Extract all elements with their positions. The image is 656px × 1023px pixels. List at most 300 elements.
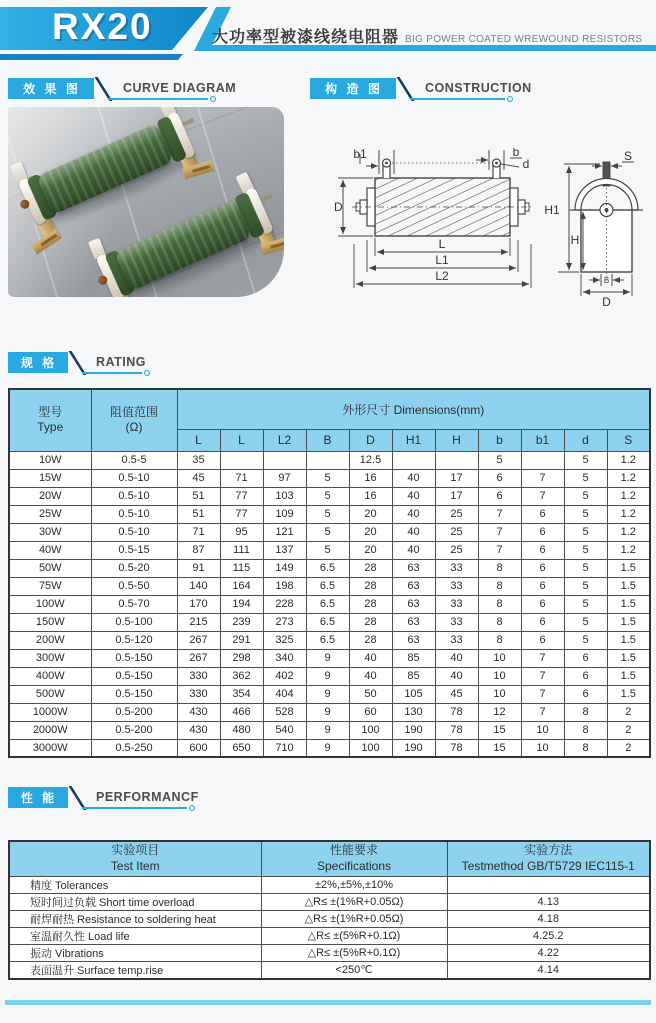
construction-diagram [330,148,652,308]
rating-cell: 9 [306,649,349,667]
table-row [9,613,650,631]
rating-cell: 0.5-150 [91,649,177,667]
rating-cell: 115 [220,559,263,577]
section-tab-construction [310,78,610,100]
rating-cell: 5 [564,469,607,487]
rating-cell: 60 [349,703,392,721]
rating-cell: 0.5-250 [91,739,177,757]
rating-cell: 10 [478,649,521,667]
rating-cell: 63 [392,577,435,595]
col-header-type-cn: 型号 [38,405,63,420]
performance-cell: ±2%,±5%,±10% [261,876,447,893]
rating-cell: 8 [478,613,521,631]
rating-cell: 51 [177,487,220,505]
dim-label-H: H [570,233,580,247]
rating-cell: 6 [521,559,564,577]
section-tab-performance [8,787,288,809]
rating-cell: 540 [263,721,306,739]
rating-cell: 1.5 [607,649,650,667]
rating-cell: 45 [435,685,478,703]
rating-cell: 10 [521,721,564,739]
rating-cell: 15 [478,739,521,757]
table-row [9,893,650,910]
title-english: BIG POWER COATED WREWOUND RESISTORS [405,34,643,45]
rating-cell: 20 [349,523,392,541]
rating-cell: 340 [263,649,306,667]
rating-cell: 7 [478,505,521,523]
performance-cell: △R≤ ±(5%R+0.1Ω) [261,927,447,944]
rating-cell: 190 [392,721,435,739]
rating-cell: 8 [478,631,521,649]
rating-cell: 200W [9,631,91,649]
perf-header-en: Specifications [316,858,392,873]
table-row [9,595,650,613]
table-row [9,944,650,961]
tab-label-en: RATING [96,355,146,369]
performance-cell: 振动 Vibrations [9,944,261,961]
rating-cell [435,451,478,469]
table-row [9,541,650,559]
perf-header-cn: 性能要求 [329,843,378,858]
rating-cell: 6.5 [306,595,349,613]
rating-cell: 6.5 [306,577,349,595]
table-row [9,739,650,757]
table-row [9,577,650,595]
rating-cell: 400W [9,667,91,685]
rating-cell: 1.2 [607,541,650,559]
performance-cell [447,876,650,893]
tab-underline [82,372,142,374]
rating-cell: 170 [177,595,220,613]
rating-cell: 5 [564,541,607,559]
rating-cell: 6 [521,631,564,649]
rating-cell: 33 [435,631,478,649]
rating-cell: 5 [564,523,607,541]
col-header-type-en: Type [37,420,64,435]
tab-label-cn: 规 格 [8,352,68,373]
rating-cell: 5 [306,487,349,505]
rating-cell: 194 [220,595,263,613]
rating-cell: 28 [349,631,392,649]
rating-cell: 6 [478,487,521,505]
rating-cell: 0.5-200 [91,721,177,739]
rating-cell: 30W [9,523,91,541]
rating-cell: 239 [220,613,263,631]
rating-cell: 300W [9,649,91,667]
dim-label-L2: L2 [435,269,449,283]
rating-cell: 137 [263,541,306,559]
page-title [212,24,652,47]
rating-cell: 63 [392,595,435,613]
rating-cell: 7 [521,487,564,505]
perf-header-test-item [9,841,261,876]
perf-header-cn: 实验方法 [524,843,573,858]
performance-cell: △R≤ ±(1%R+0.05Ω) [261,910,447,927]
rating-cell: 0.5-10 [91,505,177,523]
rating-cell: 528 [263,703,306,721]
rating-cell: 362 [220,667,263,685]
rating-cell: 0.5-10 [91,523,177,541]
col-header-range [91,389,177,451]
rating-cell: 480 [220,721,263,739]
tab-underline [82,807,187,809]
table-row [9,559,650,577]
perf-header-specifications [261,841,447,876]
section-tab-rating [8,352,268,374]
table-row [9,649,650,667]
dim-col-header: D [349,429,392,451]
rating-cell: 6 [521,523,564,541]
rating-cell: 33 [435,595,478,613]
col-header-type [9,389,91,451]
rating-cell: 5 [564,505,607,523]
rating-cell [306,451,349,469]
footer-accent-bar [5,1000,651,1005]
col-header-range-unit: (Ω) [125,420,143,435]
rating-cell: 1.2 [607,487,650,505]
col-header-range-cn: 阻值范围 [109,405,158,420]
performance-cell: 4.14 [447,961,650,979]
rating-cell: 8 [478,595,521,613]
rating-table [8,388,651,758]
dim-col-header: b [478,429,521,451]
tab-underline [410,98,505,100]
rating-cell: 6 [521,505,564,523]
performance-cell: 4.25.2 [447,927,650,944]
rating-cell: 330 [177,685,220,703]
rating-cell: 6 [478,469,521,487]
rating-cell: 1.5 [607,631,650,649]
rating-cell: 0.5-200 [91,703,177,721]
performance-cell: 耐焊耐热 Resistance to soldering heat [9,910,261,927]
tab-label-cn: 性 能 [8,787,68,808]
rating-cell: 1.2 [607,451,650,469]
rating-cell: 12.5 [349,451,392,469]
rating-cell: 0.5-15 [91,541,177,559]
rating-cell: 50W [9,559,91,577]
rating-cell: 8 [564,703,607,721]
dim-col-header: d [564,429,607,451]
rating-cell: 91 [177,559,220,577]
dim-label-B: B [603,276,610,285]
rating-cell: 0.5-10 [91,469,177,487]
rating-cell: 267 [177,649,220,667]
dim-col-header: L2 [263,429,306,451]
rating-cell: 25W [9,505,91,523]
dim-col-header: B [306,429,349,451]
dim-label-H1: H1 [544,203,560,217]
rating-cell: 1.2 [607,505,650,523]
dim-col-header: H1 [392,429,435,451]
rating-cell: 164 [220,577,263,595]
rating-cell: 0.5-5 [91,451,177,469]
rating-cell: 40 [392,487,435,505]
rating-cell: 77 [220,505,263,523]
rating-cell: 0.5-120 [91,631,177,649]
rating-cell: 228 [263,595,306,613]
rating-cell: 51 [177,505,220,523]
rating-cell: 140 [177,577,220,595]
rating-cell: 97 [263,469,306,487]
rating-cell: 40 [435,667,478,685]
product-photo [8,107,284,297]
rating-cell: 325 [263,631,306,649]
rating-cell: 1.5 [607,595,650,613]
rating-cell: 71 [177,523,220,541]
rating-cell: 1.5 [607,613,650,631]
rating-cell: 7 [521,685,564,703]
dim-col-header: H [435,429,478,451]
tab-label-cn: 构 造 图 [310,78,396,99]
rating-cell: 33 [435,577,478,595]
rating-cell: 40 [392,505,435,523]
rating-cell: 10 [478,667,521,685]
performance-cell: △R≤ ±(1%R+0.05Ω) [261,893,447,910]
rating-cell: 7 [478,523,521,541]
rating-cell: 5 [306,505,349,523]
rating-cell: 402 [263,667,306,685]
rating-cell: 650 [220,739,263,757]
dim-col-header: L [177,429,220,451]
rating-cell: 35 [177,451,220,469]
rating-cell: 100W [9,595,91,613]
rating-cell [220,451,263,469]
rating-cell: 0.5-100 [91,613,177,631]
rating-cell: 40 [392,541,435,559]
rating-cell: 273 [263,613,306,631]
rating-cell: 111 [220,541,263,559]
rating-cell: 430 [177,703,220,721]
rating-cell: 5 [564,487,607,505]
rating-cell: 28 [349,577,392,595]
rating-cell: 1.2 [607,523,650,541]
performance-cell: 室温耐久性 Load life [9,927,261,944]
rating-cell: 40 [435,649,478,667]
rating-cell: 2 [607,721,650,739]
rating-cell: 15 [478,721,521,739]
rating-cell: 9 [306,685,349,703]
rating-cell: 8 [478,559,521,577]
rating-cell: 0.5-50 [91,577,177,595]
rating-cell: 2 [607,703,650,721]
product-model-title: RX20 [52,6,153,47]
table-row [9,910,650,927]
rating-cell: 9 [306,739,349,757]
rating-cell: 6.5 [306,613,349,631]
rating-cell: 1.5 [607,667,650,685]
table-row [9,703,650,721]
rating-cell: 7 [521,469,564,487]
col-header-dimensions: 外形尺寸 Dimensions(mm) [177,389,650,429]
rating-cell: 8 [478,577,521,595]
rating-cell: 6 [564,649,607,667]
rating-cell: 40 [349,667,392,685]
rating-cell: 5 [564,631,607,649]
rating-cell: 77 [220,487,263,505]
tab-label-en: CONSTRUCTION [425,81,532,95]
rating-cell: 6 [521,577,564,595]
dim-label-D-side: D [334,200,343,214]
performance-cell: 表面温升 Surface temp.rise [9,961,261,979]
rating-cell: 1000W [9,703,91,721]
rating-cell: 466 [220,703,263,721]
performance-cell: 短时间过负载 Short time overload [9,893,261,910]
dim-label-L: L [438,237,446,251]
table-row [9,667,650,685]
page-header [0,0,656,64]
rating-cell: 6.5 [306,631,349,649]
rating-cell: 20 [349,541,392,559]
rating-cell: 1.5 [607,685,650,703]
table-row [9,451,650,469]
rating-cell: 6 [521,541,564,559]
rating-cell: 2 [607,739,650,757]
rating-cell [263,451,306,469]
table-row [9,631,650,649]
rating-cell: 7 [521,667,564,685]
rating-cell: 150W [9,613,91,631]
performance-cell: 精度 Tolerances [9,876,261,893]
rating-cell: 28 [349,595,392,613]
rating-cell: 291 [220,631,263,649]
rating-cell: 12 [478,703,521,721]
rating-cell: 40 [392,523,435,541]
rating-cell: 105 [392,685,435,703]
perf-header-testmethod [447,841,650,876]
section-tab-curve-diagram [8,78,308,100]
rating-cell: 40 [349,649,392,667]
rating-cell: 50 [349,685,392,703]
rating-cell: 404 [263,685,306,703]
rating-cell: 20W [9,487,91,505]
dim-label-L1: L1 [435,253,449,267]
rating-cell: 28 [349,613,392,631]
tab-label-en: PERFORMANCF [96,790,199,804]
rating-cell: 7 [478,541,521,559]
rating-cell: 10W [9,451,91,469]
performance-cell: 4.18 [447,910,650,927]
dim-col-header: b1 [521,429,564,451]
rating-cell: 7 [521,649,564,667]
rating-cell: 33 [435,559,478,577]
rating-cell: 63 [392,631,435,649]
table-row [9,685,650,703]
rating-cell: 500W [9,685,91,703]
perf-header-en: Test Item [110,858,160,873]
table-row [9,469,650,487]
dim-col-header: L [220,429,263,451]
table-row [9,523,650,541]
table-row [9,927,650,944]
rating-cell: 710 [263,739,306,757]
rating-cell: 298 [220,649,263,667]
rating-cell: 7 [521,703,564,721]
rating-cell: 0.5-150 [91,667,177,685]
rating-cell: 25 [435,523,478,541]
rating-cell: 100 [349,721,392,739]
rating-cell: 17 [435,487,478,505]
rating-cell: 267 [177,631,220,649]
rating-cell: 3000W [9,739,91,757]
rating-cell: 198 [263,577,306,595]
performance-cell: 4.22 [447,944,650,961]
table-row [9,505,650,523]
rating-cell: 149 [263,559,306,577]
rating-cell: 5 [564,595,607,613]
construction-drawing [330,148,652,308]
table-row [9,721,650,739]
rating-cell: 85 [392,667,435,685]
dim-label-b1: b1 [353,148,367,161]
dim-label-S: S [623,149,633,163]
dim-col-header: S [607,429,650,451]
rating-cell: 1.5 [607,577,650,595]
rating-cell: 430 [177,721,220,739]
dim-label-d: d [522,157,530,171]
rating-cell: 9 [306,703,349,721]
rating-cell: 15W [9,469,91,487]
rating-cell: 354 [220,685,263,703]
rating-cell: 40 [392,469,435,487]
rating-cell: 78 [435,739,478,757]
rating-cell: 95 [220,523,263,541]
rating-cell: 9 [306,667,349,685]
rating-cell: 0.5-70 [91,595,177,613]
rating-cell: 0.5-150 [91,685,177,703]
rating-cell: 5 [306,469,349,487]
rating-cell: 5 [478,451,521,469]
rating-cell: 28 [349,559,392,577]
performance-cell: <250℃ [261,961,447,979]
rating-cell: 5 [564,451,607,469]
rating-cell: 17 [435,469,478,487]
rating-cell: 63 [392,559,435,577]
rating-cell: 16 [349,469,392,487]
rating-cell: 85 [392,649,435,667]
terminal-pin [260,194,273,203]
rating-cell: 1.2 [607,469,650,487]
rating-cell: 6 [564,667,607,685]
rating-cell: 75W [9,577,91,595]
rating-cell: 10 [521,739,564,757]
rating-cell: 40W [9,541,91,559]
performance-table [8,840,651,980]
rating-cell: 10 [478,685,521,703]
rating-cell: 5 [306,541,349,559]
rating-cell [521,451,564,469]
rating-cell: 2000W [9,721,91,739]
rating-cell: 103 [263,487,306,505]
rating-cell: 78 [435,703,478,721]
table-row [9,961,650,979]
rating-cell: 16 [349,487,392,505]
rating-cell: 100 [349,739,392,757]
perf-header-cn: 实验项目 [111,843,160,858]
tab-label-cn: 效 果 图 [8,78,94,99]
dim-label-D-end: D [602,295,611,308]
rating-cell: 109 [263,505,306,523]
rating-cell: 25 [435,541,478,559]
rating-cell: 5 [306,523,349,541]
rating-cell: 87 [177,541,220,559]
rating-cell: 45 [177,469,220,487]
dim-label-b: b [512,148,520,159]
rating-cell: 5 [564,613,607,631]
terminal-pin [182,118,195,127]
rating-cell [392,451,435,469]
rating-cell: 1.5 [607,559,650,577]
rating-cell: 130 [392,703,435,721]
